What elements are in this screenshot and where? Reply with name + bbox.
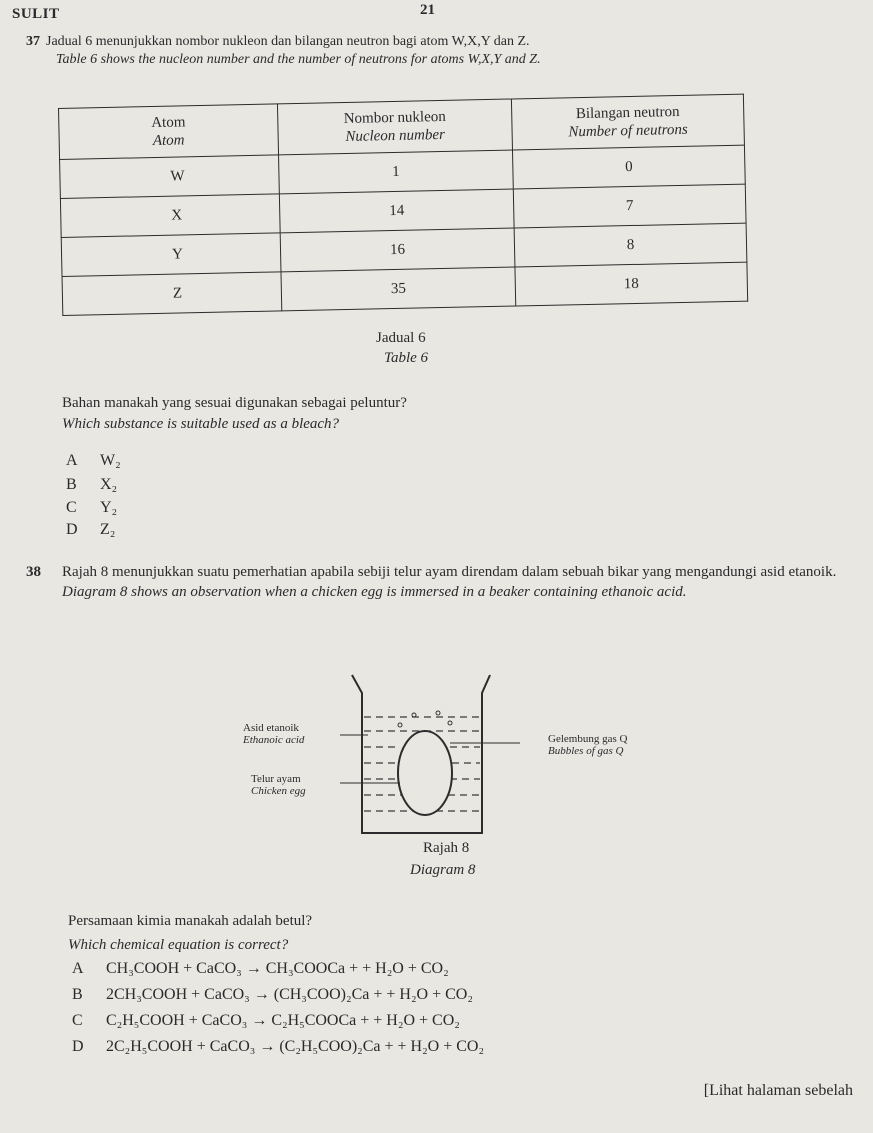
- chicken-egg: [398, 731, 452, 815]
- diagram-caption-en: Diagram 8: [410, 862, 476, 878]
- option-38-b[interactable]: B 2CH₃COOH + CaCO₃ → (CH₃COO)₂Ca + + H₂O + CO₂: [72, 986, 473, 1003]
- option-37-b[interactable]: B X₂: [66, 476, 118, 493]
- option-38-a[interactable]: A CH₃COOH + CaCO₃ → CH₃COOCa + + H₂O + CO₂: [72, 960, 449, 977]
- question-38-number: 38: [26, 564, 41, 580]
- gas-bubble: [448, 721, 452, 725]
- option-38-c[interactable]: C C₂H₅COOH + CaCO₃ → C₂H₅COOCa + + H₂O + CO₂: [72, 1012, 460, 1029]
- table-row: X 14 7: [60, 184, 746, 237]
- question-38-prompt-ms: Persamaan kimia manakah adalah betul?: [68, 913, 313, 929]
- question-38-stem: [26, 562, 856, 602]
- table-row: Z 35 18: [62, 262, 748, 315]
- question-37-number: 37: [26, 34, 40, 49]
- option-38-d[interactable]: D 2C₂H₅COOH + CaCO₃ → (C₂H₅COO)₂Ca + + H₂O + CO₂: [72, 1038, 485, 1055]
- question-37-prompt-en: Which substance is suitable used as a bleach?: [62, 416, 340, 432]
- label-gas-bubbles: Gelembung gas Q Bubbles of gas Q: [548, 733, 628, 757]
- question-37-text-en: Table 6 shows the nucleon number and the number of neutrons for atoms W,X,Y and Z.: [56, 52, 541, 67]
- table-caption-en: Table 6: [384, 350, 429, 366]
- beaker-diagram: [340, 665, 520, 840]
- table-caption-ms: Jadual 6: [376, 330, 426, 346]
- header-sulit: SULIT: [12, 6, 60, 22]
- gas-bubble: [398, 723, 402, 727]
- question-38-prompt-en: Which chemical equation is correct?: [68, 937, 289, 953]
- footer-next-page: [Lihat halaman sebelah: [703, 1082, 853, 1099]
- label-ethanoic-acid: Asid etanoik Ethanoic acid: [243, 722, 305, 746]
- page-number: 21: [420, 2, 435, 18]
- table-6: [58, 94, 748, 316]
- header-nucleon-number: Nombor nukleon Nucleon number: [277, 99, 512, 155]
- option-37-d[interactable]: D Z₂: [66, 521, 116, 538]
- label-chicken-egg: Telur ayam Chicken egg: [251, 773, 306, 797]
- question-37-stem: [26, 34, 846, 68]
- header-number-of-neutrons: Bilangan neutron Number of neutrons: [511, 94, 744, 150]
- question-37-text-ms: Jadual 6 menunjukkan nombor nukleon dan bilangan neutron bagi atom W,X,Y dan Z.: [46, 34, 530, 49]
- header-atom: Atom Atom: [59, 104, 279, 160]
- question-38-text-en: Diagram 8 shows an observation when a chicken egg is immersed in a beaker containing ethanoic acid.: [62, 584, 687, 600]
- diagram-caption-ms: Rajah 8: [423, 840, 470, 856]
- question-38-text-ms: Rajah 8 menunjukkan suatu pemerhatian apabila sebiji telur ayam direndam dalam sebuah bikar yang mengandungi asid etanoik.: [62, 564, 837, 580]
- option-37-a[interactable]: A W₂: [66, 452, 121, 469]
- table-row: W 1 0: [60, 145, 746, 198]
- question-37-prompt-ms: Bahan manakah yang sesuai digunakan sebagai peluntur?: [62, 395, 407, 411]
- gas-bubble: [436, 711, 440, 715]
- option-37-c[interactable]: C Y₂: [66, 499, 118, 516]
- table-row: Y 16 8: [61, 223, 747, 276]
